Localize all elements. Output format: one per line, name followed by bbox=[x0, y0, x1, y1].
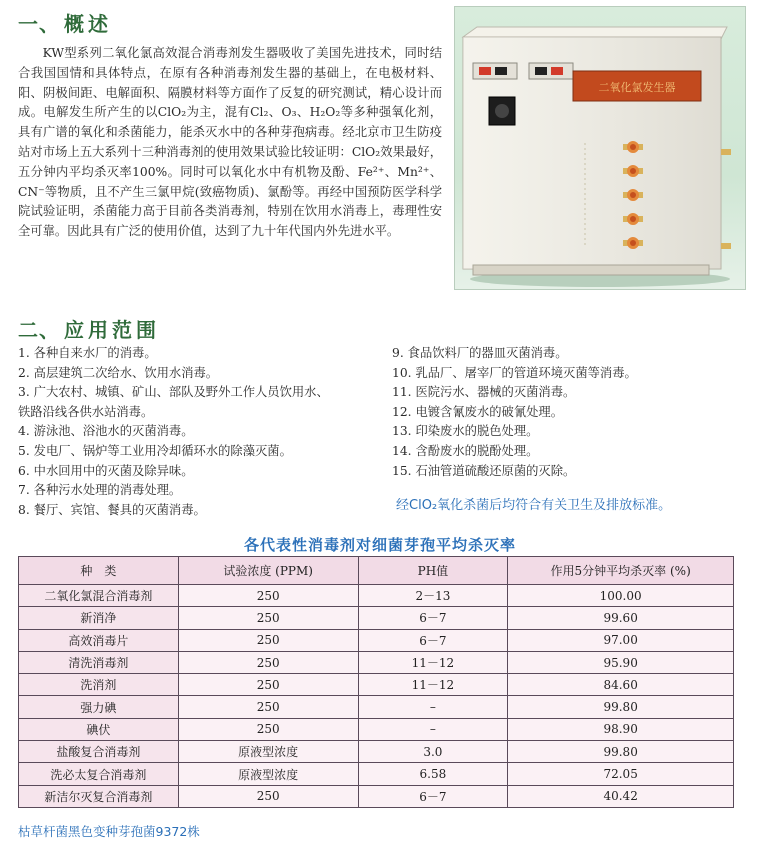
application-item: 6. 中水回用中的灭菌及除异味。 bbox=[18, 463, 194, 478]
table-cell: – bbox=[358, 718, 508, 740]
section-number: 二、 bbox=[18, 318, 60, 342]
table-cell: 84.60 bbox=[508, 674, 734, 696]
table-row bbox=[19, 718, 734, 740]
application-item: 1. 各种自来水厂的消毒。 bbox=[18, 346, 157, 360]
table-row bbox=[19, 696, 734, 718]
application-item: 7. 各种污水处理的消毒处理。 bbox=[18, 483, 182, 498]
table-cell: 250 bbox=[178, 629, 358, 651]
table-cell: 6－7 bbox=[358, 607, 508, 629]
table-row bbox=[19, 741, 734, 763]
table-cell: 原液型浓度 bbox=[178, 741, 358, 763]
application-item: 2. 高层建筑二次给水、饮用水消毒。 bbox=[18, 365, 219, 380]
application-item: 10. 乳品厂、屠宰厂的管道环境灭菌等消毒。 bbox=[392, 365, 637, 380]
section-title: 应用范围 bbox=[64, 318, 160, 342]
applications-list-left bbox=[18, 344, 388, 520]
table-cell: 250 bbox=[178, 785, 358, 807]
table-row bbox=[19, 763, 734, 785]
table-row bbox=[19, 585, 734, 607]
column-header: 试验浓度 (PPM) bbox=[178, 557, 358, 585]
application-item: 13. 印染废水的脱色处理。 bbox=[392, 424, 539, 439]
table-row bbox=[19, 629, 734, 651]
table-cell: 洗必太复合消毒剂 bbox=[19, 763, 179, 785]
table-cell: 250 bbox=[178, 696, 358, 718]
table-cell: 6.58 bbox=[358, 763, 508, 785]
display-label: 二氧化氯发生器 bbox=[598, 81, 676, 94]
application-item: 铁路沿线各供水站消毒。 bbox=[18, 404, 154, 419]
table-cell: 250 bbox=[178, 718, 358, 740]
application-item: 8. 餐厅、宾馆、餐具的灭菌消毒。 bbox=[18, 502, 206, 517]
table-cell: 盐酸复合消毒剂 bbox=[19, 741, 179, 763]
table-cell: 250 bbox=[178, 651, 358, 673]
table-cell: 100.00 bbox=[508, 585, 734, 607]
table-cell: 6－7 bbox=[358, 629, 508, 651]
table-cell: 2－13 bbox=[358, 585, 508, 607]
table-title: 各代表性消毒剂对细菌芽孢平均杀灭率 bbox=[243, 536, 516, 554]
table-cell: 72.05 bbox=[508, 763, 734, 785]
table-cell: 40.42 bbox=[508, 785, 734, 807]
table-cell: 3.0 bbox=[358, 741, 508, 763]
table-cell: 清洗消毒剂 bbox=[19, 651, 179, 673]
table-cell: 11－12 bbox=[358, 651, 508, 673]
kill-rate-table bbox=[18, 556, 734, 808]
table-cell: 11－12 bbox=[358, 674, 508, 696]
table-header-row bbox=[19, 557, 734, 585]
table-row bbox=[19, 651, 734, 673]
section-title: 概述 bbox=[64, 12, 112, 36]
table-cell: 250 bbox=[178, 607, 358, 629]
table-cell: 6－7 bbox=[358, 785, 508, 807]
section-heading-applications bbox=[18, 314, 160, 343]
table-cell: – bbox=[358, 696, 508, 718]
application-item: 11. 医院污水、器械的灭菌消毒。 bbox=[392, 385, 576, 400]
section-number: 一、 bbox=[18, 12, 60, 36]
application-item: 5. 发电厂、锅炉等工业用冷却循环水的除藻灭菌。 bbox=[18, 443, 292, 458]
table-caption: 枯草杆菌黑色变种芽孢菌9372株 bbox=[18, 824, 200, 839]
application-item: 4. 游泳池、浴池水的灭菌消毒。 bbox=[18, 424, 194, 439]
table-cell: 99.80 bbox=[508, 696, 734, 718]
generator-device-image bbox=[455, 7, 745, 289]
table-cell: 99.60 bbox=[508, 607, 734, 629]
table-cell: 95.90 bbox=[508, 651, 734, 673]
application-item: 12. 电镀含氰废水的破氰处理。 bbox=[392, 404, 564, 419]
application-item: 3. 广大农村、城镇、矿山、部队及野外工作人员饮用水、 bbox=[18, 385, 329, 400]
table-cell: 洗消剂 bbox=[19, 674, 179, 696]
section-heading-overview bbox=[18, 8, 112, 37]
standards-note: 经ClO₂氧化杀菌后均符合有关卫生及排放标准。 bbox=[396, 498, 672, 513]
table-cell: 97.00 bbox=[508, 629, 734, 651]
table-cell: 250 bbox=[178, 674, 358, 696]
table-cell: 二氧化氯混合消毒剂 bbox=[19, 585, 179, 607]
table-cell: 新洁尔灭复合消毒剂 bbox=[19, 785, 179, 807]
table-row bbox=[19, 785, 734, 807]
table-cell: 高效消毒片 bbox=[19, 629, 179, 651]
table-cell: 原液型浓度 bbox=[178, 763, 358, 785]
overview-paragraph: KW型系列二氧化氯高效混合消毒剂发生器吸收了美国先进技术，同时结合我国国情和具体特点，在原有各种消毒剂发生器的基础上，在电极材料、阳、阴极间距、电解面积、隔膜材料等方面作了反复的研究测试，精心设计而成。电解发生所产生的以ClO₂为主，混有Cl₂、O₃、H₂O₂等多种强氧化剂，具有广谱的氧化和杀菌能力，能杀灭水中的各种芽孢病毒。经北京市卫生防疫站对市场上五大系列十三种消毒剂的使用效果试验比较证明：ClO₂效果最好，五分钟内平均杀灭率100%。同时可以氧化水中有机物及酚、Fe²⁺、Mn²⁺、CN⁻等物质，且不产生三氯甲烷(致癌物质)、氯酚等。再经中国预防医学科学院试验证明，杀菌能力高于目前各类消毒剂，特别在饮用水消毒上，毒理性安全可靠。因此具有广泛的使用价值，达到了九十年代国内外先进水平。 bbox=[18, 46, 442, 239]
table-cell: 新消净 bbox=[19, 607, 179, 629]
table-cell: 99.80 bbox=[508, 741, 734, 763]
table-cell: 强力碘 bbox=[19, 696, 179, 718]
table-cell: 碘伏 bbox=[19, 718, 179, 740]
product-photo bbox=[454, 6, 746, 290]
column-header: 种 类 bbox=[19, 557, 179, 585]
column-header: 作用5分钟平均杀灭率 (%) bbox=[508, 557, 734, 585]
application-item: 14. 含酚废水的脱酚处理。 bbox=[392, 443, 539, 458]
table-cell: 250 bbox=[178, 585, 358, 607]
table-cell: 98.90 bbox=[508, 718, 734, 740]
table-row bbox=[19, 674, 734, 696]
application-item: 9. 食品饮料厂的器皿灭菌消毒。 bbox=[392, 346, 568, 360]
applications-list-right bbox=[392, 344, 742, 481]
column-header: PH值 bbox=[358, 557, 508, 585]
application-item: 15. 石油管道硫酸还原菌的灭除。 bbox=[392, 463, 576, 478]
table-row bbox=[19, 607, 734, 629]
